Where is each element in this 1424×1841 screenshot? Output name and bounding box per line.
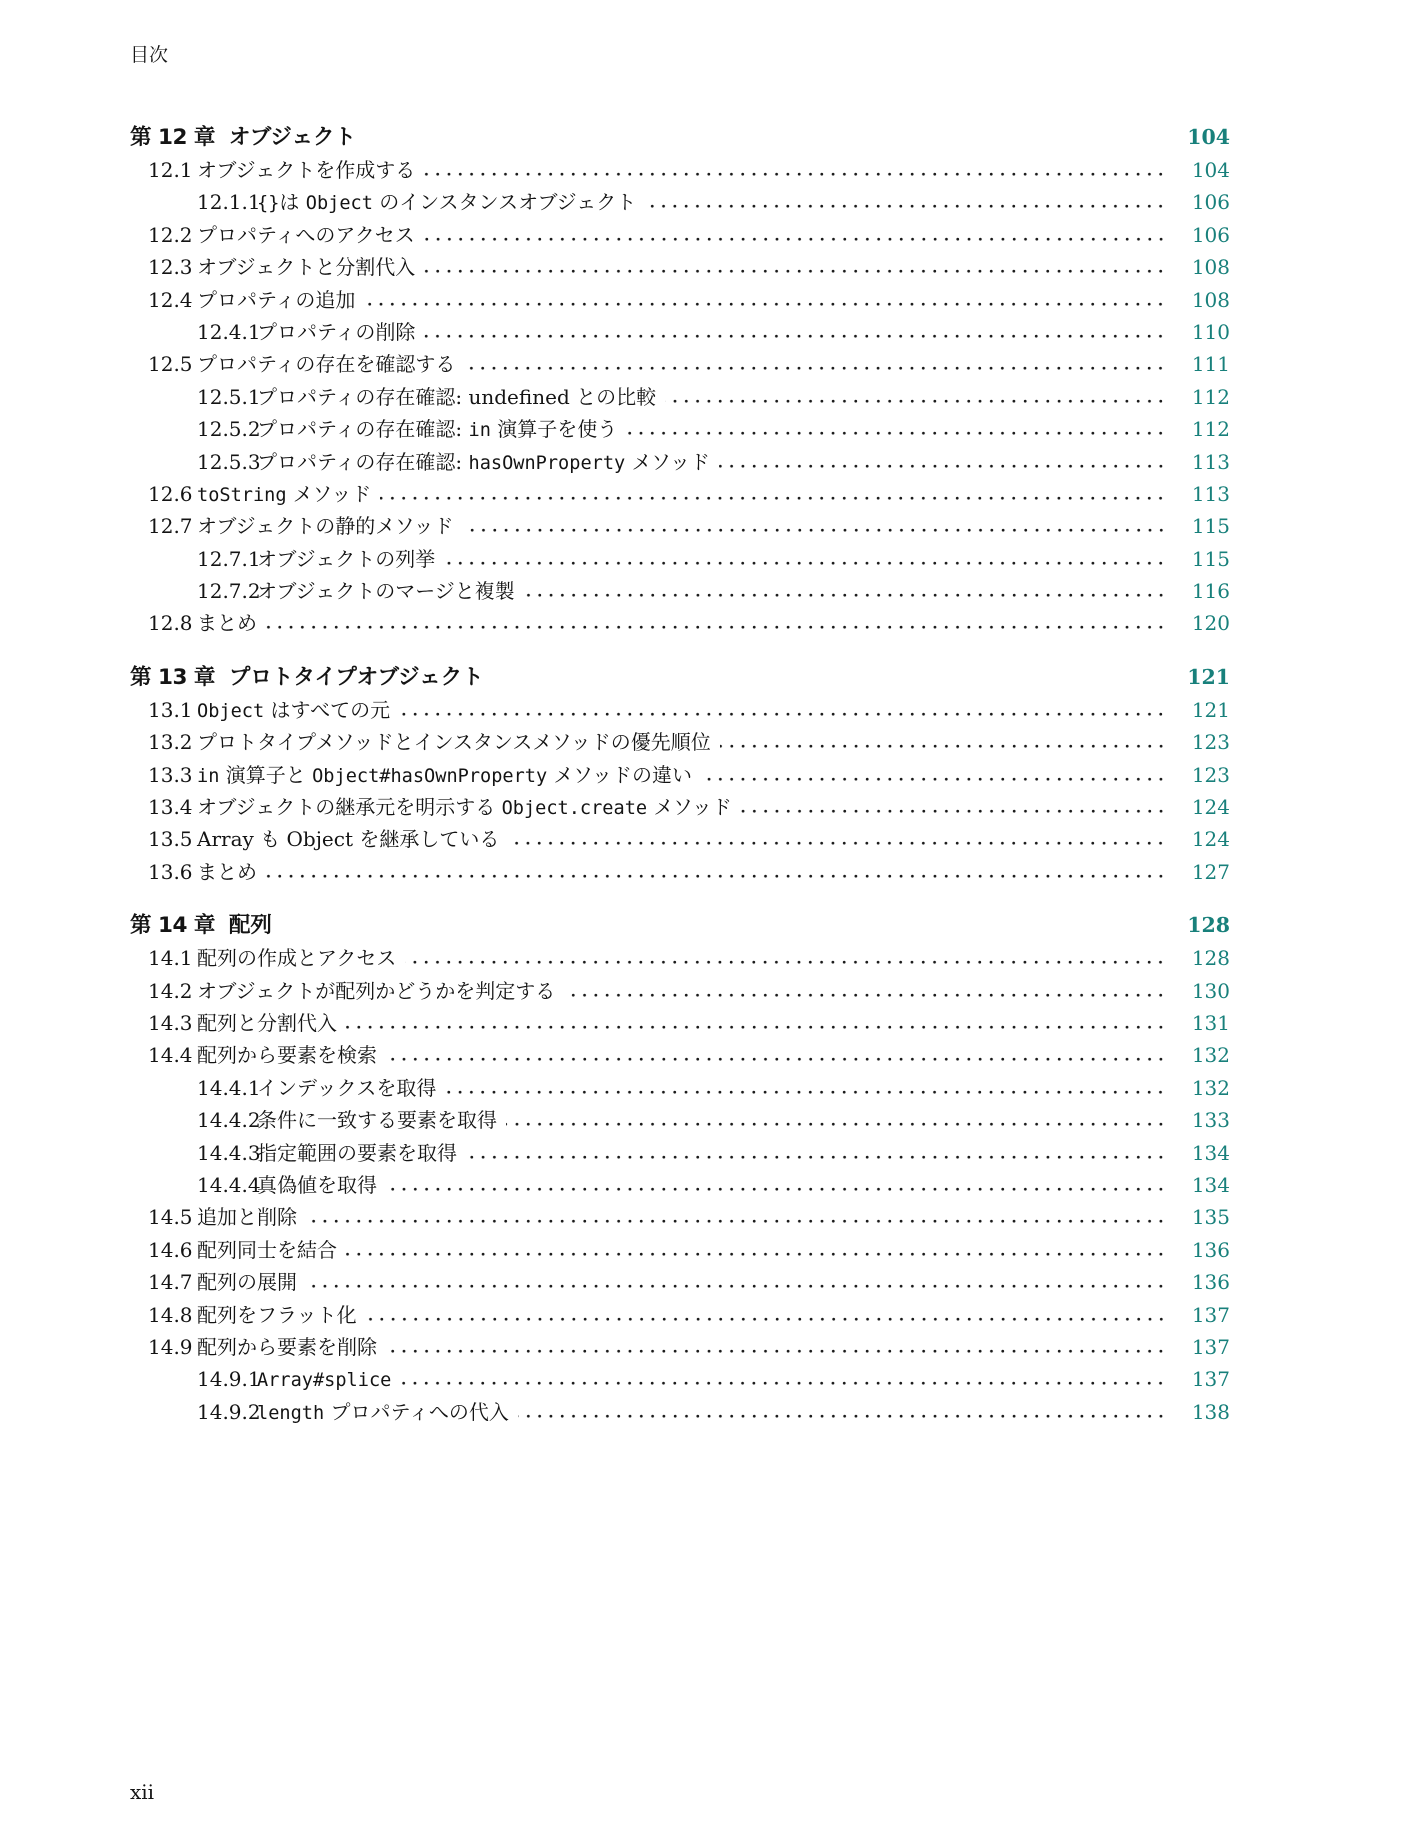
entry-title-code: Object.create: [501, 798, 648, 820]
entry-number: 12.7.2: [197, 579, 261, 604]
dot-leader: [508, 841, 1170, 846]
toc-entry-row[interactable]: [130, 726, 1230, 758]
toc-entry-row[interactable]: [130, 1007, 1230, 1039]
entry-title-text: メソッドの違い: [547, 762, 692, 787]
dot-leader: [306, 1284, 1170, 1289]
dot-leader: [464, 366, 1170, 371]
entry-number: 13.4: [148, 795, 193, 820]
dot-leader: [306, 1219, 1170, 1224]
entry-title-text: プロパティの削除: [257, 319, 416, 344]
entry-page-number: 104: [1191, 158, 1230, 182]
entry-number: 14.4.2: [197, 1108, 261, 1133]
dot-leader: [524, 593, 1170, 598]
entry-title-text: 配列同士を結合: [197, 1237, 337, 1262]
entry-page-number: 115: [1191, 546, 1230, 571]
entry-title: [257, 543, 435, 575]
dot-leader: [463, 528, 1170, 533]
entry-title-text: インデックスを取得: [257, 1075, 437, 1100]
dot-leader: [626, 431, 1170, 436]
dot-leader: [518, 1414, 1170, 1419]
toc-entry-row[interactable]: [130, 251, 1230, 283]
entry-title: [257, 575, 515, 607]
entry-number: 12.6: [148, 481, 193, 506]
entry-title: [257, 316, 415, 348]
entry-title-text: メソッド: [286, 481, 372, 506]
entry-title-text: オブジェクトのマージと複製: [257, 579, 515, 604]
entry-title: [197, 284, 355, 316]
entry-title: [257, 1169, 377, 1201]
entry-title-text: プロパティへの代入: [324, 1399, 509, 1424]
entry-title-text: はすべての元: [264, 697, 391, 722]
entry-number: 12.2: [148, 222, 193, 247]
entry-title-code: Object#hasOwnProperty: [312, 765, 548, 787]
toc-entry-row[interactable]: [130, 1039, 1230, 1071]
dot-leader: [564, 993, 1170, 998]
entry-number: 14.5: [148, 1205, 193, 1230]
dot-leader: [444, 561, 1170, 566]
entry-title-text: まとめ: [197, 611, 257, 636]
entry-title: [197, 219, 415, 251]
toc-entry-row[interactable]: [130, 381, 1230, 413]
entry-title: [197, 694, 390, 728]
entry-number: 14.4: [148, 1043, 193, 1068]
entry-page-number: 134: [1191, 1140, 1230, 1165]
entry-title-text: 配列から要素を検索: [197, 1043, 377, 1068]
toc-entry-row[interactable]: [130, 975, 1230, 1007]
toc-entry-row[interactable]: [130, 1363, 1230, 1395]
toc-entry-row[interactable]: [130, 284, 1230, 316]
entry-title-text: プロパティの存在確認:: [257, 449, 469, 474]
entry-page-number: 137: [1191, 1302, 1230, 1327]
toc-entry-row[interactable]: [130, 510, 1230, 542]
dot-leader: [364, 302, 1170, 307]
entry-number: 13.5: [148, 827, 193, 852]
chapter-title: プロトタイプオブジェクト: [228, 664, 484, 690]
chapter-number-label: 第 14 章: [130, 913, 215, 939]
entry-number: 14.6: [148, 1237, 193, 1262]
toc-entry-row[interactable]: [130, 478, 1230, 510]
toc-entry-row[interactable]: [130, 1396, 1230, 1428]
chapter-heading-row[interactable]: [130, 908, 1230, 942]
entry-title: [197, 1039, 377, 1071]
entry-page-number: 120: [1191, 611, 1230, 636]
entry-page-number: 134: [1191, 1172, 1230, 1197]
entry-number: 13.1: [148, 697, 193, 722]
entry-page-number: 106: [1191, 190, 1230, 215]
entry-page-number: 133: [1191, 1108, 1230, 1133]
entry-title: [257, 381, 656, 413]
chapter-title: 配列: [228, 913, 272, 939]
entry-title: [197, 942, 396, 974]
entry-page-number: 106: [1191, 222, 1230, 247]
entry-title-text: 配列から要素を削除: [197, 1334, 377, 1359]
entry-title-text: プロパティの存在確認: undefined との比較: [257, 384, 657, 409]
entry-title: [197, 1299, 357, 1331]
dot-leader: [645, 204, 1170, 209]
entry-title-code: Object: [197, 700, 265, 722]
dot-leader: [466, 1155, 1170, 1160]
entry-title: [197, 791, 732, 825]
dot-leader: [346, 1252, 1170, 1257]
entry-title-text: メソッド: [625, 449, 710, 474]
dot-leader: [741, 809, 1170, 814]
dot-leader: [366, 1317, 1170, 1322]
toc-entry-row[interactable]: [130, 1137, 1230, 1169]
entry-title-text: 配列の展開: [197, 1270, 297, 1295]
entry-number: 13.3: [148, 762, 193, 787]
chapter-number-label: 第 12 章: [130, 125, 215, 150]
entry-title-text: 配列と分割代入: [197, 1010, 337, 1035]
entry-number: 12.4.1: [197, 319, 261, 344]
entry-title: [257, 413, 617, 447]
entry-title-text: オブジェクトの静的メソッド: [197, 514, 454, 539]
entry-number: 14.9: [148, 1334, 193, 1359]
entry-number: 14.9.2: [197, 1399, 261, 1424]
entry-page-number: 136: [1191, 1237, 1230, 1262]
entry-number: 12.1: [148, 158, 193, 182]
entry-page-number: 132: [1191, 1075, 1230, 1100]
dot-leader: [386, 1187, 1170, 1192]
entry-page-number: 123: [1191, 762, 1230, 787]
toc-entry-row[interactable]: [130, 219, 1230, 251]
entry-title: [197, 856, 257, 888]
entry-page-number: 108: [1191, 287, 1230, 312]
entry-title-text: Array も Object を継承している: [197, 827, 500, 852]
dot-leader: [424, 172, 1170, 177]
entry-title-text: は: [279, 190, 306, 215]
entry-title: [197, 1007, 337, 1039]
entry-page-number: 137: [1191, 1334, 1230, 1359]
entry-title: [197, 348, 455, 380]
entry-page-number: 113: [1191, 481, 1230, 506]
entry-title-code: length: [257, 1402, 325, 1424]
toc-page-header: 目次: [130, 44, 169, 66]
entry-number: 12.7: [148, 514, 193, 539]
entry-title-text: プロトタイプメソッドとインスタンスメソッドの優先順位: [197, 730, 711, 755]
chapter-heading-row[interactable]: [130, 660, 1230, 694]
entry-title: [197, 1201, 297, 1233]
dot-leader: [506, 1122, 1170, 1127]
entry-title-code: in: [197, 765, 220, 787]
entry-page-number: 111: [1191, 352, 1230, 377]
entry-number: 12.7.1: [197, 546, 261, 571]
entry-title-code: {}: [257, 193, 280, 215]
entry-number: 14.8: [148, 1302, 193, 1327]
toc-entry-row[interactable]: [130, 1104, 1230, 1136]
entry-page-number: 110: [1191, 319, 1230, 344]
entry-page-number: 112: [1191, 417, 1230, 442]
entry-number: 12.5.2: [197, 417, 261, 442]
toc-entry-row[interactable]: [130, 607, 1230, 639]
toc-entry-row[interactable]: [130, 543, 1230, 575]
dot-leader: [424, 334, 1170, 339]
dot-leader: [424, 237, 1170, 242]
dot-leader: [266, 625, 1170, 630]
entry-title-code: hasOwnProperty: [468, 452, 626, 474]
toc-entry-row[interactable]: [130, 694, 1230, 726]
entry-page-number: 115: [1191, 514, 1230, 539]
toc-entry-row[interactable]: [130, 1299, 1230, 1331]
entry-number: 12.3: [148, 255, 193, 280]
entry-title: [257, 1363, 391, 1397]
entry-number: 14.7: [148, 1270, 193, 1295]
entry-page-number: 128: [1191, 946, 1230, 971]
entry-title-text: 条件に一致する要素を取得: [257, 1108, 497, 1133]
dot-leader: [266, 874, 1170, 879]
entry-page-number: 130: [1191, 978, 1230, 1003]
entry-number: 14.4.1: [197, 1075, 261, 1100]
entry-title-text: 配列をフラット化: [197, 1302, 357, 1327]
entry-page-number: 121: [1191, 697, 1230, 722]
entry-title: [257, 1072, 436, 1104]
dot-leader: [665, 399, 1170, 404]
entry-page-number: 137: [1191, 1367, 1230, 1392]
entry-title: [257, 446, 710, 480]
toc-entry-row[interactable]: [130, 791, 1230, 823]
toc-entry-row[interactable]: [130, 413, 1230, 445]
entry-title-code: toString: [197, 484, 287, 506]
entry-page-number: 132: [1191, 1043, 1230, 1068]
page-number-footer: xii: [130, 1780, 155, 1804]
chapter-page-number: 128: [1187, 913, 1230, 938]
entry-title-text: のインスタンスオブジェクト: [372, 190, 637, 215]
dot-leader: [405, 960, 1170, 965]
entry-page-number: 136: [1191, 1270, 1230, 1295]
entry-title: [197, 251, 415, 283]
entry-title-text: プロパティの存在を確認する: [197, 352, 456, 377]
dot-leader: [719, 464, 1170, 469]
dot-leader: [720, 744, 1170, 749]
entry-title: [257, 1137, 457, 1169]
toc-entry-row[interactable]: [130, 186, 1230, 218]
entry-title-text: 指定範囲の要素を取得: [257, 1140, 457, 1165]
dot-leader: [380, 496, 1170, 501]
entry-number: 14.4.3: [197, 1140, 261, 1165]
entry-title-text: 演算子と: [219, 762, 313, 787]
entry-number: 14.2: [148, 978, 193, 1003]
entry-title: [197, 759, 692, 793]
chapter-page-number: 121: [1187, 664, 1230, 689]
toc-entry-row[interactable]: [130, 942, 1230, 974]
toc-entry-row[interactable]: [130, 316, 1230, 348]
entry-title-text: オブジェクトが配列かどうかを判定する: [197, 978, 556, 1003]
entry-title: [197, 1266, 297, 1298]
entry-page-number: 116: [1191, 579, 1230, 604]
chapter-number-label: 第 13 章: [130, 664, 215, 690]
chapter-block: [130, 660, 1230, 888]
toc: [130, 120, 1230, 1428]
entry-title-text: 配列の作成とアクセス: [197, 946, 397, 971]
dot-leader: [400, 1381, 1170, 1386]
toc-entry-row[interactable]: [130, 1201, 1230, 1233]
toc-entry-row[interactable]: [130, 1169, 1230, 1201]
entry-title-text: プロパティの存在確認:: [257, 417, 469, 442]
entry-page-number: 131: [1191, 1010, 1230, 1035]
entry-page-number: 123: [1191, 730, 1230, 755]
toc-entry-row[interactable]: [130, 348, 1230, 380]
dot-leader: [386, 1057, 1170, 1062]
entry-page-number: 108: [1191, 255, 1230, 280]
entry-title: [197, 607, 257, 639]
entry-number: 12.5: [148, 352, 193, 377]
toc-entry-row[interactable]: [130, 1072, 1230, 1104]
toc-entry-row[interactable]: [130, 759, 1230, 791]
entry-title: [197, 478, 371, 512]
entry-title-text: まとめ: [197, 859, 257, 884]
entry-title-text: オブジェクトの継承元を明示する: [197, 795, 502, 820]
toc-entry-row[interactable]: [130, 1331, 1230, 1363]
entry-title-text: オブジェクトの列挙: [257, 546, 436, 571]
entry-title-text: メソッド: [647, 795, 732, 820]
entry-title-text: プロパティの追加: [197, 287, 356, 312]
chapter-page-number: 104: [1187, 125, 1230, 149]
entry-title: [197, 823, 499, 855]
entry-title-code: in: [468, 420, 491, 442]
dot-leader: [424, 269, 1170, 274]
entry-number: 13.2: [148, 730, 193, 755]
entry-page-number: 138: [1191, 1399, 1230, 1424]
entry-title: [197, 726, 711, 758]
entry-title-text: 演算子を使う: [490, 417, 618, 442]
entry-number: 14.4.4: [197, 1172, 261, 1197]
entry-title: [257, 1396, 509, 1430]
toc-entry-row[interactable]: [130, 823, 1230, 855]
entry-title: [257, 186, 636, 220]
chapter-heading-row[interactable]: [130, 120, 1230, 154]
entry-title: [197, 1331, 377, 1363]
entry-title-text: オブジェクトを作成する: [197, 158, 416, 182]
entry-title-text: 真偽値を取得: [257, 1172, 377, 1197]
entry-page-number: 124: [1191, 795, 1230, 820]
toc-entry-row[interactable]: [130, 1266, 1230, 1298]
entry-number: 14.1: [148, 946, 193, 971]
entry-page-number: 113: [1191, 449, 1230, 474]
dot-leader: [701, 777, 1170, 782]
chapter-block: [130, 908, 1230, 1428]
entry-number: 12.5.1: [197, 384, 261, 409]
entry-number: 14.9.1: [197, 1367, 261, 1392]
entry-page-number: 135: [1191, 1205, 1230, 1230]
entry-number: 12.4: [148, 287, 193, 312]
entry-title: [197, 975, 555, 1007]
toc-entry-row[interactable]: [130, 446, 1230, 478]
toc-entry-row[interactable]: [130, 1234, 1230, 1266]
entry-page-number: 112: [1191, 384, 1230, 409]
entry-title: [257, 1104, 497, 1136]
entry-page-number: 124: [1191, 827, 1230, 852]
entry-title-code: Array#splice: [257, 1370, 392, 1392]
entry-title-code: Object: [305, 193, 373, 215]
dot-leader: [445, 1090, 1170, 1095]
dot-leader: [386, 1349, 1170, 1354]
entry-title-text: 追加と削除: [197, 1205, 297, 1230]
entry-number: 14.3: [148, 1010, 193, 1035]
entry-title-text: オブジェクトと分割代入: [197, 255, 416, 280]
entry-title-text: プロパティへのアクセス: [197, 222, 415, 247]
chapter-block: [130, 120, 1230, 640]
entry-number: 13.6: [148, 859, 193, 884]
entry-title: [197, 1234, 337, 1266]
dot-leader: [399, 712, 1170, 717]
toc-entry-row[interactable]: [130, 856, 1230, 888]
chapter-title: オブジェクト: [228, 125, 356, 150]
dot-leader: [346, 1025, 1170, 1030]
entry-page-number: 127: [1191, 859, 1230, 884]
toc-entry-row[interactable]: [130, 154, 1230, 186]
entry-number: 12.1.1: [197, 190, 261, 215]
entry-title: [197, 154, 415, 186]
entry-number: 12.5.3: [197, 449, 261, 474]
entry-title: [197, 510, 454, 542]
entry-number: 12.8: [148, 611, 193, 636]
toc-entry-row[interactable]: [130, 575, 1230, 607]
